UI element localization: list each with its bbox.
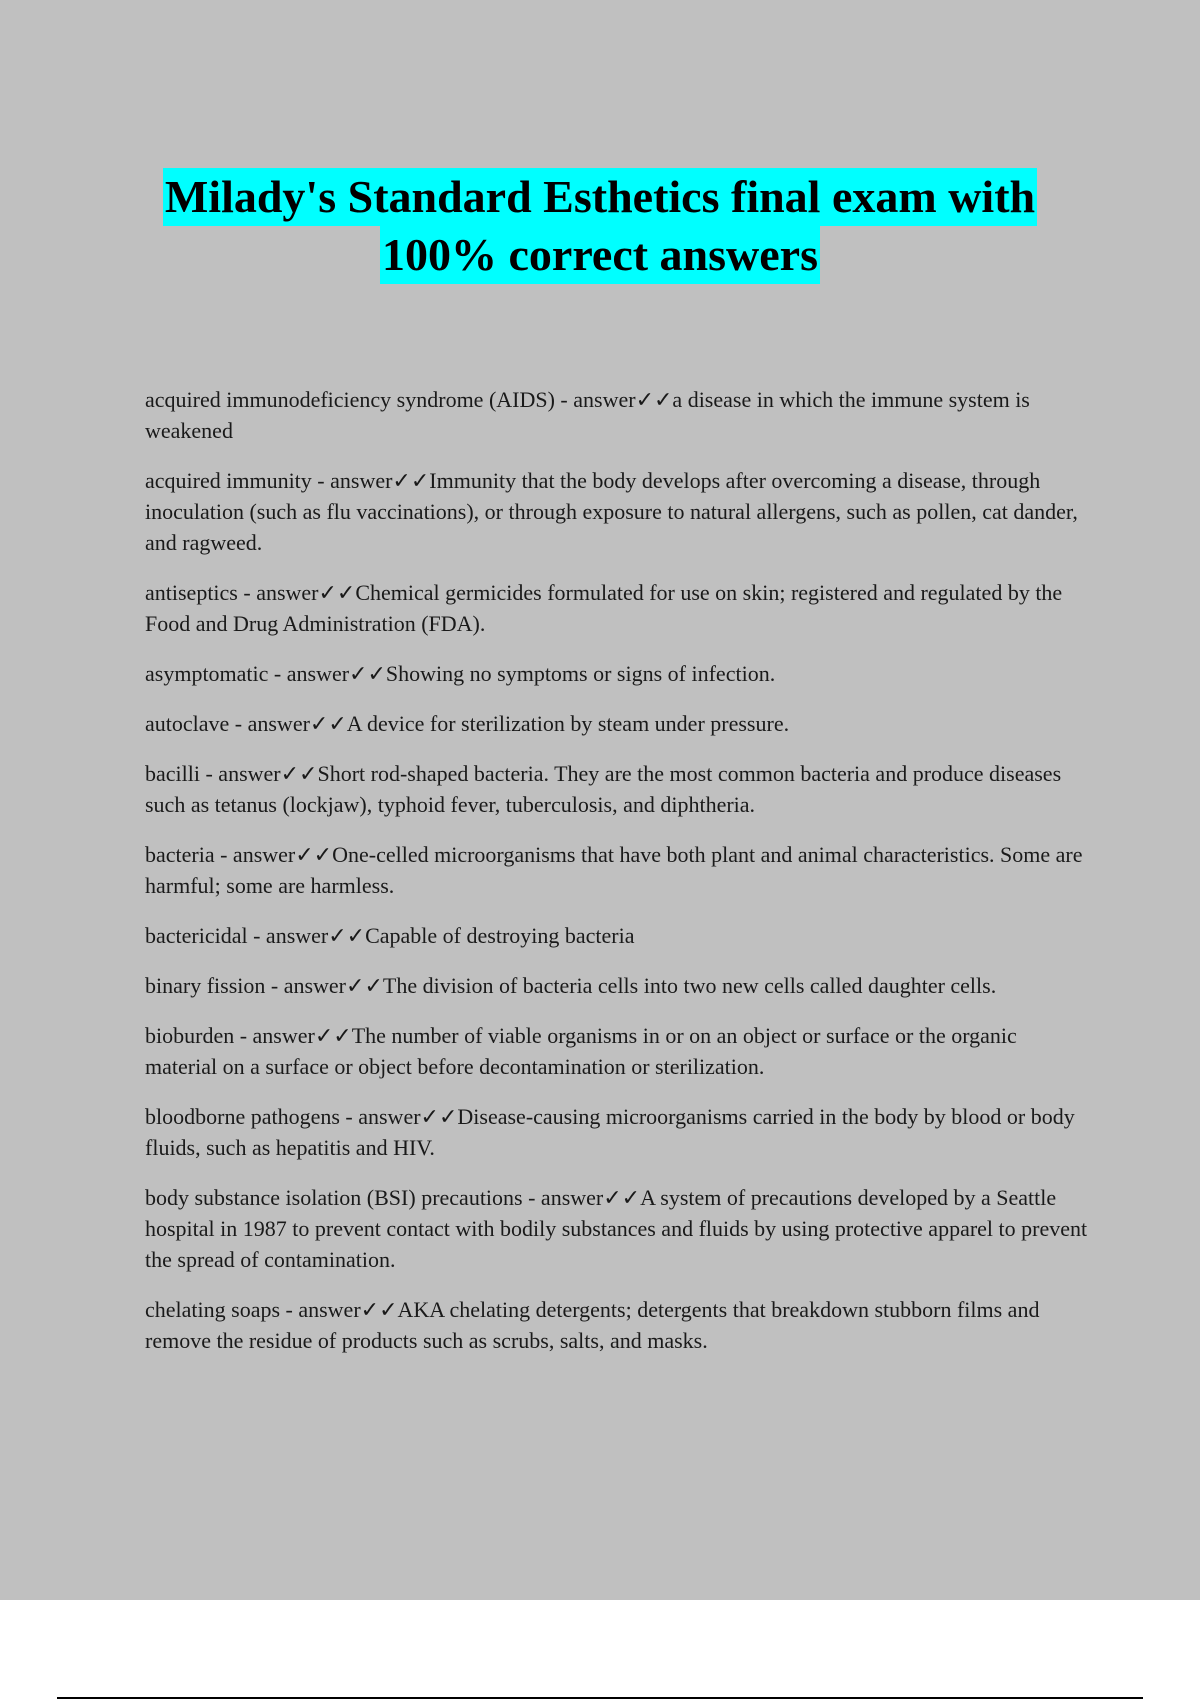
list-item: bioburden - answer✓✓The number of viable organisms in or on an object or surface or the organic material on a surface or object before decontamination or sterilization. — [145, 1023, 1017, 1079]
list-item: bactericidal - answer✓✓Capable of destroying bacteria — [145, 923, 635, 948]
list-item: acquired immunodeficiency syndrome (AIDS) - answer✓✓a disease in which the immune system is weakened — [145, 387, 1030, 443]
list-item: bacilli - answer✓✓Short rod-shaped bacteria. They are the most common bacteria and produce diseases such as tetanus (lockjaw), typhoid fever, tuberculosis, and diphtheria. — [145, 761, 1062, 817]
page-divider — [57, 1697, 1143, 1699]
list-item: bloodborne pathogens - answer✓✓Disease-causing microorganisms carried in the body by blood or body fluids, such as hepatitis and HIV. — [145, 1104, 1075, 1160]
page-title — [0, 168, 1200, 284]
list-item: chelating soaps - answer✓✓AKA chelating detergents; detergents that breakdown stubborn films and remove the residue of products such as scrubs, salts, and masks. — [145, 1297, 1040, 1353]
title-line-1: Milady's Standard Esthetics final exam with — [163, 168, 1037, 226]
list-item: asymptomatic - answer✓✓Showing no symptoms or signs of infection. — [145, 661, 776, 686]
list-item: body substance isolation (BSI) precautions - answer✓✓A system of precautions developed by a Seattle hospital in 1987 to prevent contact with bodily substances and fluids by using protective apparel to prevent the spread of contamination. — [145, 1185, 1088, 1272]
list-item: bacteria - answer✓✓One-celled microorganisms that have both plant and animal characteristics. Some are harmful; some are harmless. — [145, 842, 1083, 898]
flashcard-list — [145, 384, 1090, 1375]
list-item: acquired immunity - answer✓✓Immunity that the body develops after overcoming a disease, through inoculation (such as flu vaccinations), or through exposure to natural allergens, such as pollen, cat dander, and ragweed. — [145, 468, 1078, 555]
list-item: autoclave - answer✓✓A device for sterilization by steam under pressure. — [145, 711, 790, 736]
list-item: antiseptics - answer✓✓Chemical germicides formulated for use on skin; registered and regulated by the Food and Drug Administration (FDA). — [145, 580, 1063, 636]
title-line-2: 100% correct answers — [380, 226, 820, 284]
list-item: binary fission - answer✓✓The division of bacteria cells into two new cells called daughter cells. — [145, 973, 997, 998]
